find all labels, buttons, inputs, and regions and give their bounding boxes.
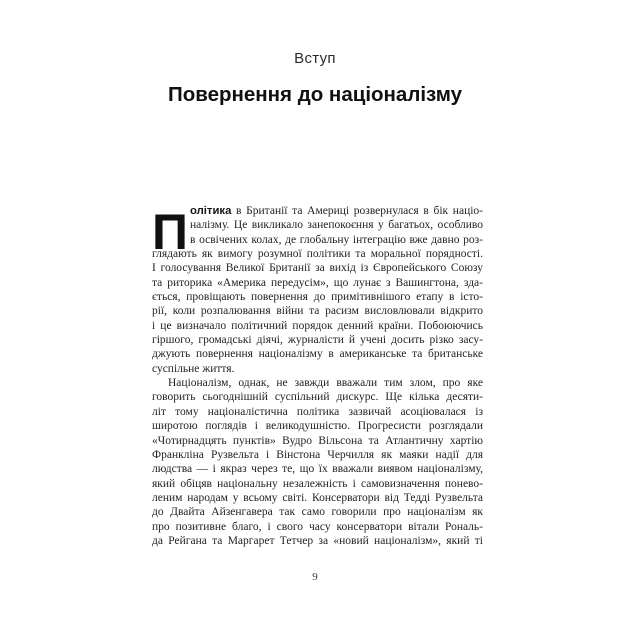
text-line: суспільне життя. bbox=[152, 362, 235, 375]
text-line: рії, коли розпалювання війни та расизм висловлювали відкрито bbox=[152, 305, 483, 318]
page-title: Повернення до націоналізму bbox=[167, 83, 463, 106]
text-line: глядають як вимогу розумної політики та моральної порядності. bbox=[152, 248, 483, 261]
text-line: «Чотирнадцять пунктів» Вудро Вільсона та Атлантичну хартію bbox=[152, 434, 483, 447]
text-line: в освічених колах, де глобальну інтеграцію вже давно роз- bbox=[190, 233, 483, 246]
text-line: який обіцяв національну незалежність і самовизначення понево- bbox=[152, 477, 483, 490]
chapter-label: Вступ bbox=[294, 50, 336, 67]
text-line: Франкліна Рузвельта і Вінстона Черчилля як маяки надії для bbox=[152, 448, 483, 461]
text-line: говорить сьогоднішній суспільний дискурс. Ще кілька десяти- bbox=[152, 391, 483, 404]
text-line: людства — і якраз через те, що їх вважали виявом націоналізму, bbox=[152, 463, 483, 476]
text-line: ється, провіщають повернення до примітивнішого етапу в істо- bbox=[152, 291, 483, 304]
text-line: да Рейгана та Маргарет Тетчер за «новий націоналізм», який ті bbox=[152, 534, 483, 547]
text-line: про позитивне благо, і свого часу консерватори вітали Рональ- bbox=[152, 520, 483, 533]
text-line: і це визначало політичний порядок денний країни. Побоюючись bbox=[152, 319, 483, 332]
drop-cap: П bbox=[152, 204, 188, 260]
body-text bbox=[152, 204, 483, 548]
text-line: олітика в Британії та Америці розвернулася в бік націо- bbox=[190, 205, 483, 217]
text-line: та риторика «Америка передусім», що лунає з Вашингтона, зда- bbox=[152, 276, 483, 289]
text-line: Націоналізм, однак, не завжди вважали тим злом, про яке bbox=[168, 377, 483, 390]
text-line: літ тому націоналістична політика зазвичай асоціювалася із bbox=[152, 405, 483, 418]
text-line: до Двайта Айзенгавера так само говорили про націоналізм як bbox=[152, 506, 483, 519]
lead-word: олітика bbox=[190, 205, 232, 217]
text-line: широтою поглядів і великодушністю. Прогресисти розглядали bbox=[152, 420, 483, 433]
page-number: 9 bbox=[312, 571, 318, 583]
paragraph-lines bbox=[152, 204, 483, 548]
text-line: І голосування Великої Британії за вихід із Європейського Союзу bbox=[152, 262, 483, 275]
text-line: налізму. Це викликало занепокоєння у багатьох, особливо bbox=[190, 219, 483, 232]
text-line: леним народам у всьому світі. Консерватори від Тедді Рузвельта bbox=[152, 491, 483, 504]
text-line: гіршого, громадські діячі, журналісти й учені досить різко засу- bbox=[152, 334, 483, 347]
text-line: джують повернення націоналізму в американське та британське bbox=[152, 348, 483, 361]
